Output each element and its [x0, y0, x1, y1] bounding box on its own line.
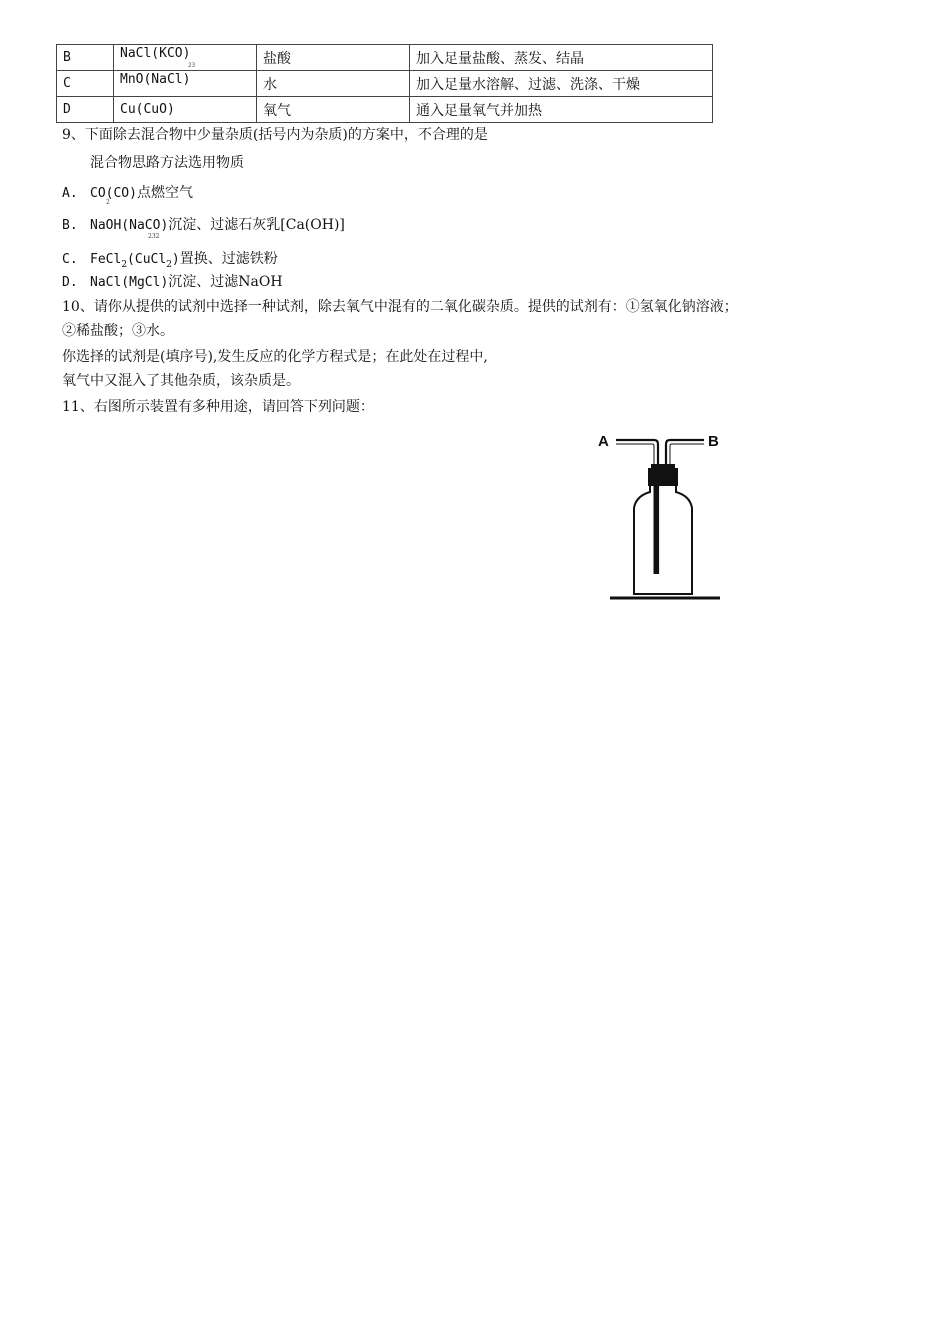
- reagent-table: [56, 44, 713, 123]
- reagent-cell: 水: [257, 71, 410, 97]
- label-a: A: [598, 433, 609, 450]
- mixture-subscript: 23: [188, 62, 196, 69]
- row-label: B: [57, 45, 114, 71]
- option-text: 置换、过滤铁粉: [179, 251, 278, 267]
- q9-option-d: [62, 271, 283, 291]
- mixture-text: MnO(NaCl): [120, 72, 191, 87]
- option-formula: NaCl(MgCl): [90, 275, 169, 290]
- reagent-cell: 盐酸: [257, 45, 410, 71]
- q10-line-2: ②稀盐酸；③水。: [62, 323, 174, 339]
- mixture-text: Cu(CuO): [120, 102, 175, 117]
- gas-bottle-icon: [596, 428, 726, 608]
- option-text: 沉淀、过滤石灰乳[Ca(OH)]: [168, 217, 345, 233]
- q9-title: 9、下面除去混合物中少量杂质(括号内为杂质)的方案中，不合理的是: [62, 127, 488, 143]
- option-subscript-note: 2: [106, 199, 110, 206]
- mixture-cell: [114, 97, 257, 123]
- option-formula: CO(CO): [90, 186, 137, 201]
- option-formula: FeCl: [90, 252, 122, 267]
- option-formula: NaOH(NaCO): [90, 218, 169, 233]
- table-row: [57, 97, 713, 123]
- row-label: D: [57, 97, 114, 123]
- option-letter: B.: [62, 218, 78, 233]
- table-row: [57, 71, 713, 97]
- option-text: 点燃空气: [136, 185, 193, 201]
- q10-line-3: 你选择的试剂是(填序号),发生反应的化学方程式是；在此处在过程中,: [62, 349, 488, 365]
- option-subscript-note: 232: [148, 233, 160, 240]
- mixture-cell: [114, 71, 257, 97]
- option-text: 沉淀、过滤NaOH: [168, 274, 283, 290]
- label-b: B: [708, 433, 719, 450]
- q9-option-c: C. FeCl$_2$(CuCl$_2$)置换、过滤铁粉: [62, 251, 278, 270]
- option-letter: C.: [62, 252, 78, 267]
- mixture-text: NaCl(KCO): [120, 46, 191, 61]
- row-label: C: [57, 71, 114, 97]
- table-row: [57, 45, 713, 71]
- q10-line-4: 氧气中又混入了其他杂质，该杂质是。: [62, 373, 300, 389]
- option-letter: A.: [62, 186, 78, 201]
- method-cell: 通入足量氧气并加热: [410, 97, 713, 123]
- q9-option-a: [62, 182, 193, 206]
- option-letter: D.: [62, 275, 78, 290]
- q11-title: 11、右图所示装置有多种用途，请回答下列问题：: [62, 399, 374, 415]
- q9-option-b: [62, 214, 345, 240]
- gas-bottle-figure: [596, 428, 726, 612]
- mixture-cell: [114, 45, 257, 71]
- q10-line-1: 10、请你从提供的试剂中选择一种试剂，除去氧气中混有的二氧化碳杂质。提供的试剂有：①氢氧化钠溶液；: [62, 299, 738, 315]
- q9-header: 混合物思路方法选用物质: [90, 155, 244, 171]
- method-cell: 加入足量水溶解、过滤、洗涤、干燥: [410, 71, 713, 97]
- method-cell: 加入足量盐酸、蒸发、结晶: [410, 45, 713, 71]
- reagent-cell: 氧气: [257, 97, 410, 123]
